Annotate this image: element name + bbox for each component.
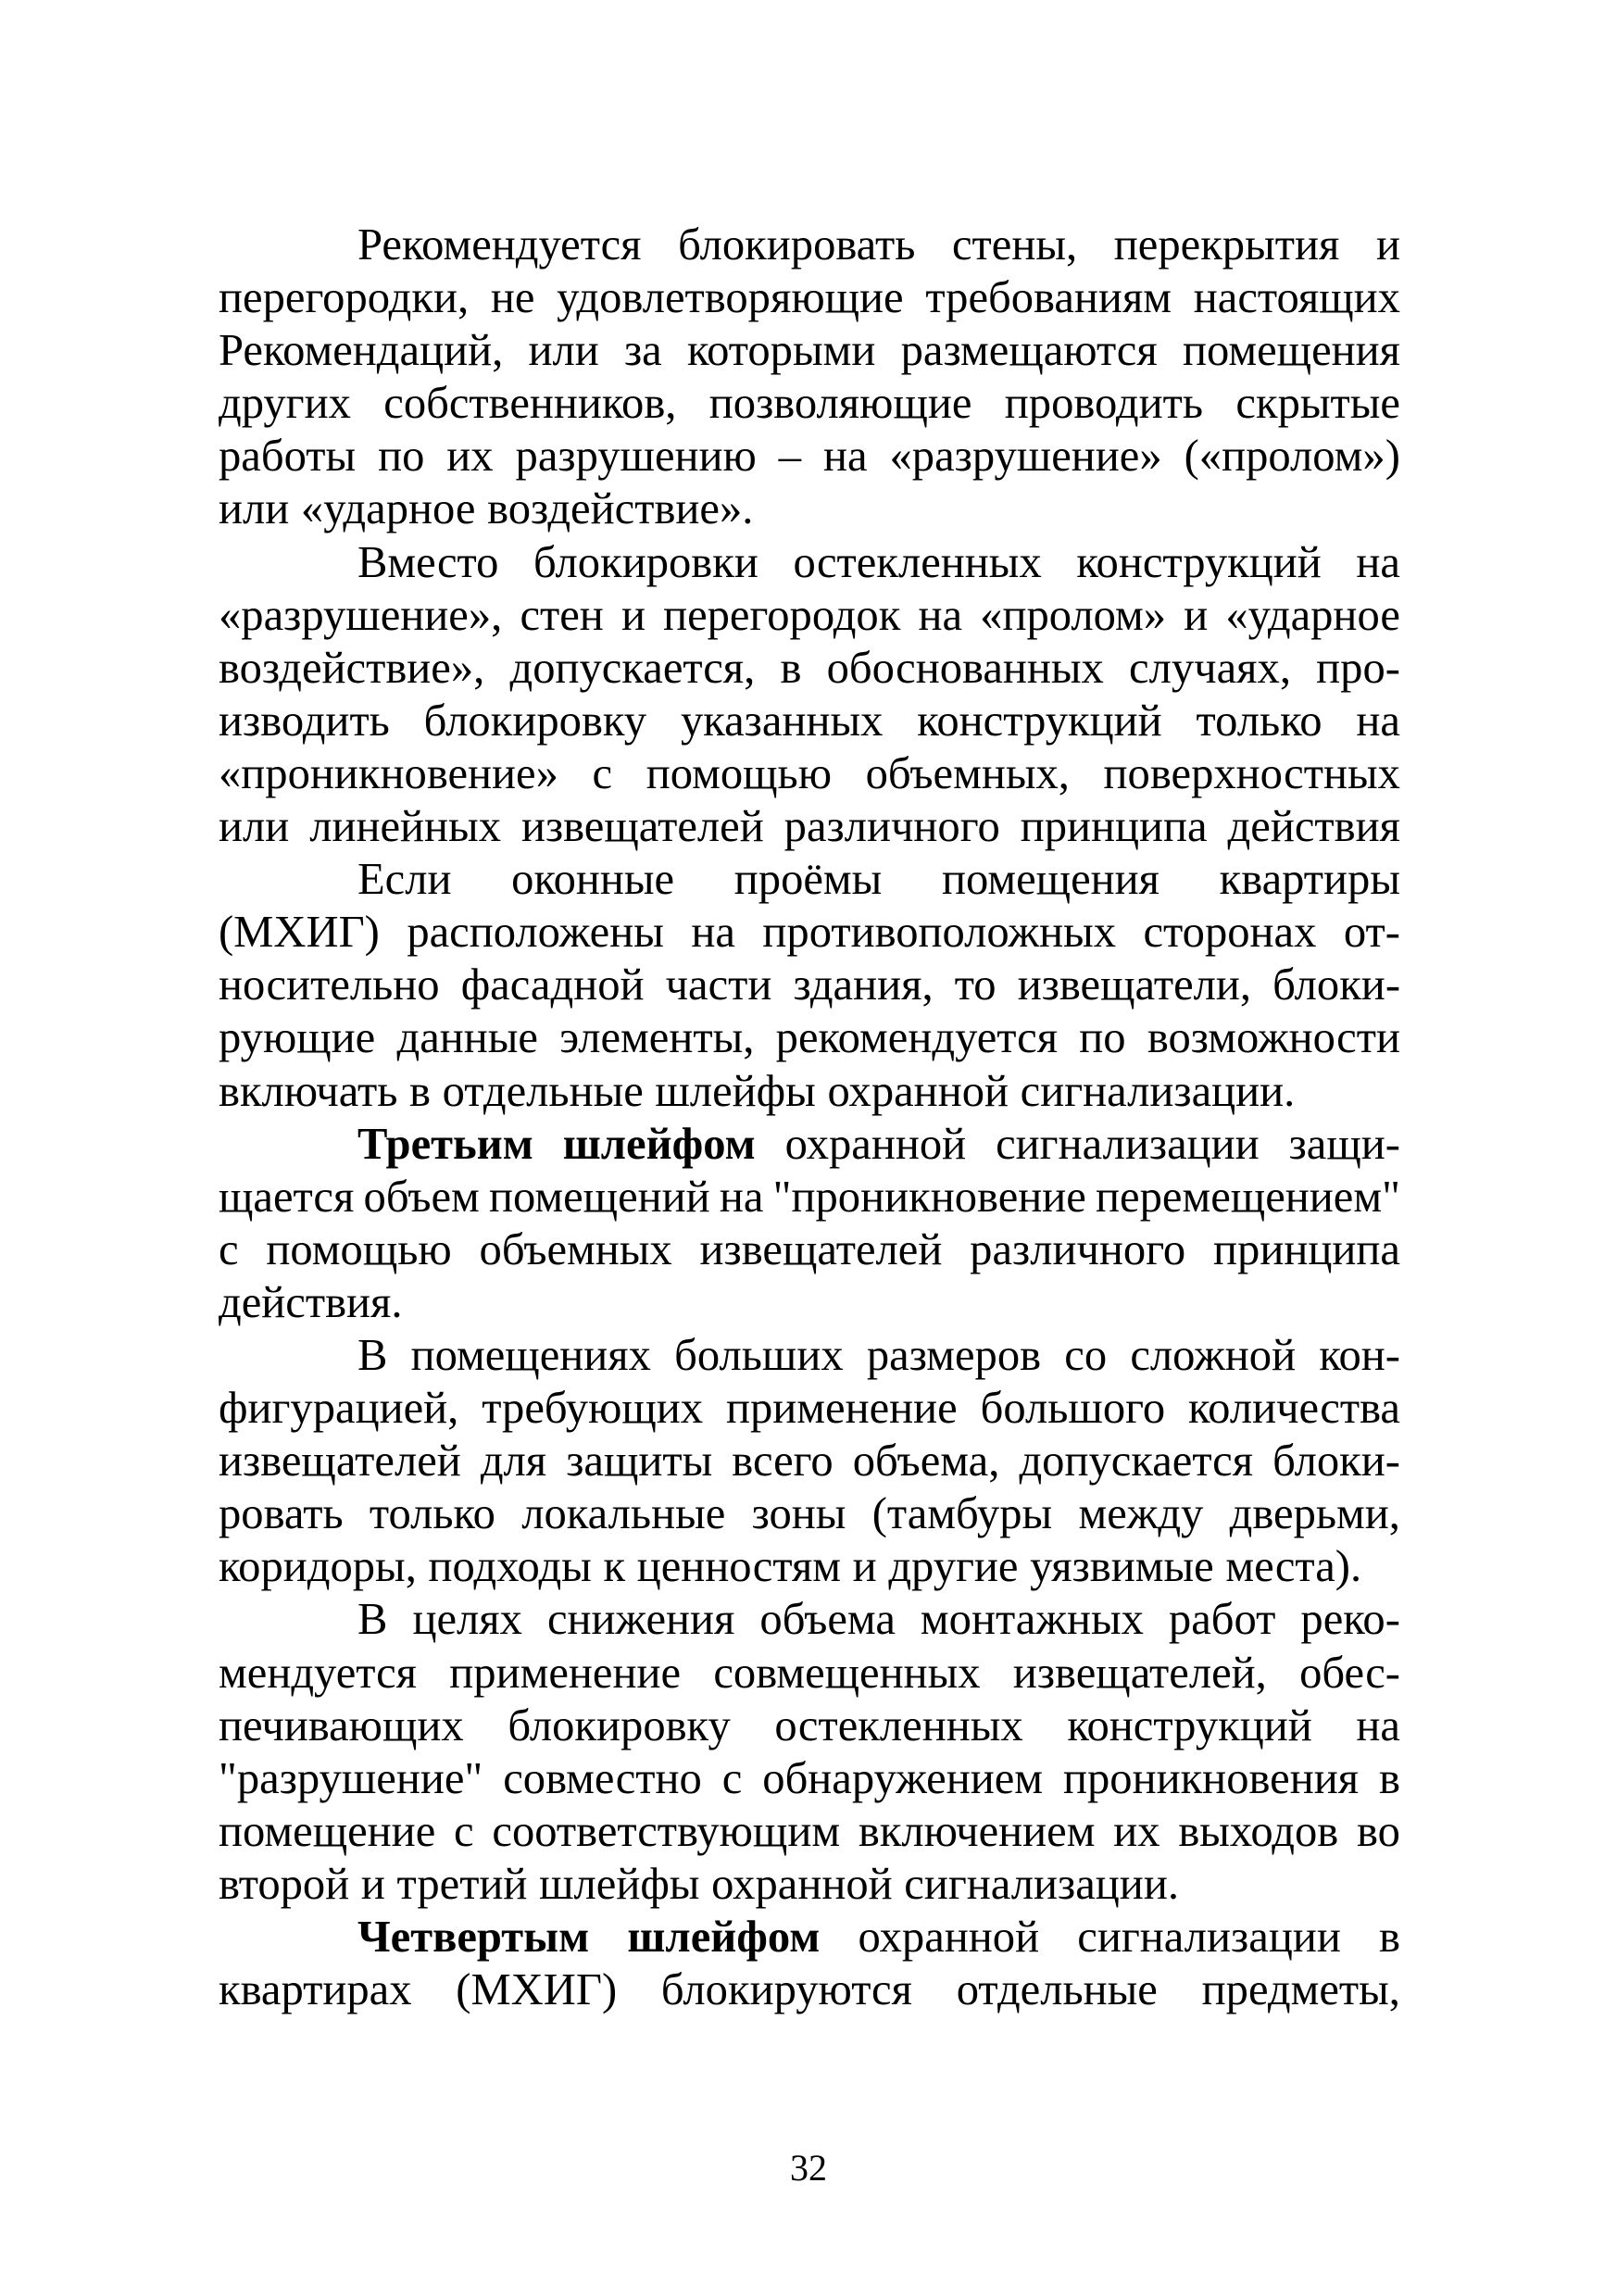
word: объема — [759, 1594, 896, 1645]
word: объемных — [479, 1223, 672, 1274]
paragraph — [219, 1329, 1400, 1593]
word: совмещенных — [713, 1647, 981, 1698]
word: (МХИГ) — [456, 1964, 618, 2015]
word: (тамбуры — [871, 1488, 1053, 1539]
word: к — [603, 1541, 626, 1592]
word: защи- — [1288, 1118, 1400, 1169]
word: для — [480, 1436, 547, 1487]
word: с — [219, 1223, 239, 1274]
word: отдельные — [442, 1065, 644, 1116]
word: реко- — [1300, 1594, 1400, 1645]
word: изводить — [219, 695, 390, 746]
word: большого — [980, 1383, 1166, 1434]
word: мендуется — [219, 1647, 418, 1698]
word: извещателей — [219, 1436, 461, 1487]
word: размещаются — [900, 325, 1158, 376]
word: извещателей — [699, 1223, 943, 1274]
word: – — [778, 431, 802, 482]
word: охранной — [858, 1912, 1040, 1962]
word: охранной — [827, 1065, 1009, 1116]
word: остекленных — [774, 1700, 1023, 1750]
word: блоки- — [1272, 1436, 1400, 1487]
text-line — [219, 1276, 1400, 1329]
text-line — [219, 1435, 1400, 1487]
word: конструкций — [917, 695, 1162, 746]
word: то — [954, 960, 997, 1010]
word: охранной — [784, 1118, 967, 1169]
word: воздействие», — [219, 642, 485, 693]
word: или — [219, 483, 290, 534]
text-line — [219, 1065, 1400, 1118]
word: на — [1356, 536, 1400, 587]
word: и — [852, 1541, 877, 1592]
word: не — [490, 272, 535, 323]
word: помещение — [219, 1805, 436, 1856]
text-line — [219, 1223, 1400, 1276]
word: работ — [1168, 1594, 1276, 1645]
text-line — [219, 1911, 1400, 1964]
word: извещателей — [520, 801, 764, 852]
word: на — [823, 431, 868, 482]
word: позволяющие — [708, 378, 972, 429]
word: в — [409, 1065, 431, 1116]
word: «ударное — [300, 483, 476, 534]
word: применение — [449, 1647, 682, 1698]
word: принципа — [1020, 801, 1208, 852]
word: конструкций — [1076, 536, 1322, 587]
word: собственников, — [383, 378, 677, 429]
word: работы — [219, 431, 357, 482]
word: (МХИГ) — [219, 907, 380, 958]
word: носительно — [219, 960, 440, 1010]
text-line — [219, 483, 1400, 535]
text-line — [219, 324, 1400, 377]
word: на — [918, 589, 963, 640]
word: их — [446, 431, 494, 482]
word: снижения — [546, 1594, 735, 1645]
word: со — [1064, 1329, 1108, 1380]
word: и — [360, 1858, 385, 1909]
word: которыми — [686, 325, 876, 376]
word: «разрушение» — [889, 431, 1162, 482]
word: с — [721, 1752, 743, 1803]
word: включением — [858, 1805, 1096, 1856]
word: стены, — [951, 220, 1078, 270]
word: коридоры, — [219, 1541, 417, 1592]
text-line — [219, 1382, 1400, 1435]
text-line — [219, 1118, 1400, 1171]
word: перекрытия — [1113, 220, 1340, 270]
word: на — [1356, 1700, 1400, 1750]
word: между — [1078, 1488, 1204, 1539]
word: защиты — [566, 1436, 713, 1487]
word: блокировки — [533, 536, 758, 587]
word: помощью — [646, 747, 832, 798]
word: и — [620, 589, 646, 640]
word: на — [691, 907, 735, 958]
word: их — [1113, 1805, 1160, 1856]
bold-lead-word: Четвертым — [357, 1912, 590, 1962]
word: с — [454, 1805, 474, 1856]
word: «проникновение» — [219, 747, 558, 798]
word: ровать — [219, 1488, 344, 1539]
word: выходов — [1178, 1805, 1339, 1856]
word: сигнализации. — [904, 1858, 1179, 1909]
bold-lead-word: Третьим — [357, 1118, 533, 1169]
word: другие — [888, 1541, 1019, 1592]
word: возможности — [1147, 1012, 1400, 1063]
word: с — [592, 747, 613, 798]
word: В — [357, 1594, 388, 1645]
word: дверьми, — [1229, 1488, 1400, 1539]
word: щается — [219, 1171, 355, 1222]
word: блоки- — [1272, 960, 1400, 1010]
word: размеров — [866, 1329, 1042, 1380]
word: печивающих — [219, 1700, 464, 1750]
word: локальные — [521, 1488, 726, 1539]
word: помещения — [1182, 325, 1400, 376]
word: и — [1375, 220, 1400, 270]
paragraph — [219, 853, 1400, 1117]
word: воздействие». — [487, 483, 754, 534]
word: обес- — [1299, 1647, 1400, 1698]
page-number: 32 — [790, 2147, 827, 2189]
word: «ударное — [1225, 589, 1400, 640]
word: отдельные — [956, 1964, 1158, 2015]
word: блокировку — [423, 695, 647, 746]
word: помощью — [266, 1223, 452, 1274]
word: только — [369, 1488, 495, 1539]
text-line — [219, 642, 1400, 695]
word: допускается — [1019, 1436, 1254, 1487]
word: случаях, — [1129, 642, 1291, 693]
word: и — [1184, 589, 1209, 640]
word: противоположных — [762, 907, 1117, 958]
text-line — [219, 800, 1400, 853]
word: поверхностных — [1103, 747, 1400, 798]
text-line — [219, 906, 1400, 959]
word: про- — [1316, 642, 1400, 693]
text-line — [219, 377, 1400, 430]
word: Вместо — [357, 536, 499, 587]
paragraph — [219, 1593, 1400, 1911]
word: рующие — [219, 1012, 376, 1063]
word: В — [357, 1329, 388, 1380]
text-line — [219, 1487, 1400, 1540]
bold-lead-word: шлейфом — [627, 1912, 821, 1962]
word: или — [219, 801, 290, 852]
text-line — [219, 536, 1400, 589]
word: перегородок — [663, 589, 901, 640]
word: больших — [674, 1329, 844, 1380]
word: помещения — [941, 854, 1160, 905]
word: объема, — [852, 1436, 1000, 1487]
word: "проникновение — [772, 1171, 1086, 1222]
word: расположены — [407, 907, 664, 958]
text-line — [219, 589, 1400, 642]
word: в — [780, 642, 802, 693]
word: «пролом» — [980, 589, 1167, 640]
word: шлейфы — [539, 1858, 700, 1909]
word: блокировку — [508, 1700, 731, 1750]
text-line — [219, 1964, 1400, 2016]
word: фасадной — [460, 960, 645, 1010]
word: сигнализации — [996, 1118, 1260, 1169]
word: допускается, — [509, 642, 756, 693]
text-line — [219, 1858, 1400, 1911]
word: обнаружением — [762, 1752, 1044, 1803]
word: сигнализации. — [1020, 1065, 1296, 1116]
text-line — [219, 1593, 1400, 1646]
word: во — [1357, 1805, 1400, 1856]
text-line — [219, 1171, 1400, 1223]
word: зоны — [751, 1488, 846, 1539]
word: требованиям — [925, 272, 1172, 323]
word: третий — [396, 1858, 528, 1909]
word: от- — [1343, 907, 1400, 958]
word: блокируются — [660, 1964, 912, 2015]
word: на — [719, 1171, 764, 1222]
word: извещателей, — [1012, 1647, 1267, 1698]
word: включать — [219, 1065, 398, 1116]
word: монтажных — [920, 1594, 1144, 1645]
word: фигурацией, — [219, 1383, 459, 1434]
word: удовлетворяющие — [557, 272, 904, 323]
word: по — [1079, 1012, 1126, 1063]
word: перегородки, — [219, 272, 470, 323]
word: сторонах — [1143, 907, 1317, 958]
word: проводить — [1004, 378, 1204, 429]
word: помещений — [488, 1171, 710, 1222]
word: линейных — [309, 801, 501, 852]
word: («пролом») — [1184, 431, 1400, 482]
word: применение — [725, 1383, 958, 1434]
word: помещениях — [410, 1329, 651, 1380]
word: соответствующим — [492, 1805, 841, 1856]
word: совместно — [503, 1752, 702, 1803]
word: или — [528, 325, 599, 376]
word: сигнализации — [1077, 1912, 1341, 1962]
text-line — [219, 695, 1400, 747]
word: элементы, — [559, 1012, 755, 1063]
word: Рекомендаций, — [219, 325, 504, 376]
paragraph — [219, 1911, 1400, 2016]
body-text — [219, 219, 1400, 2016]
paragraph — [219, 219, 1400, 536]
word: всего — [732, 1436, 834, 1487]
word: шлейфы — [655, 1065, 816, 1116]
word: части — [665, 960, 772, 1010]
word: различного — [970, 1223, 1186, 1274]
word: различного — [783, 801, 1000, 852]
word: настоящих — [1193, 272, 1400, 323]
word: охранной — [711, 1858, 893, 1909]
word: требующих — [482, 1383, 704, 1434]
word: скрытые — [1235, 378, 1400, 429]
word: Если — [357, 854, 452, 905]
word: сложной — [1130, 1329, 1297, 1380]
text-line — [219, 853, 1400, 906]
text-line — [219, 1805, 1400, 1858]
word: рекомендуется — [775, 1012, 1059, 1063]
word: квартиры — [1219, 854, 1400, 905]
word: целях — [412, 1594, 522, 1645]
word: объем — [363, 1171, 480, 1222]
text-line — [219, 959, 1400, 1011]
word: «разрушение», — [219, 589, 503, 640]
text-line — [219, 1540, 1400, 1593]
paragraph — [219, 536, 1400, 854]
word: проёмы — [733, 854, 883, 905]
word: места). — [1225, 1541, 1362, 1592]
word: перемещением" — [1096, 1171, 1400, 1222]
word: объемных, — [865, 747, 1070, 798]
word: в — [1379, 1912, 1400, 1962]
text-line — [219, 1647, 1400, 1700]
text-line — [219, 1700, 1400, 1752]
word: извещатели, — [1017, 960, 1252, 1010]
text-line — [219, 430, 1400, 483]
text-line — [219, 1752, 1400, 1805]
word: подходы — [428, 1541, 592, 1592]
word: оконные — [511, 854, 675, 905]
word: в — [1379, 1752, 1400, 1803]
text-line — [219, 219, 1400, 271]
word: блокировать — [678, 220, 916, 270]
text-line — [219, 747, 1400, 800]
word: конструкций — [1067, 1700, 1312, 1750]
word: действия — [1227, 801, 1400, 852]
word: здания, — [793, 960, 934, 1010]
word: принципа — [1213, 1223, 1400, 1274]
word: данные — [396, 1012, 539, 1063]
paragraph — [219, 1118, 1400, 1329]
word: кон- — [1319, 1329, 1400, 1380]
word: за — [623, 325, 662, 376]
word: других — [219, 378, 351, 429]
text-line — [219, 271, 1400, 324]
word: уязвимые — [1030, 1541, 1214, 1592]
word: ценностям — [636, 1541, 842, 1592]
word: указанных — [680, 695, 884, 746]
word: предметы, — [1201, 1964, 1400, 2015]
word: действия. — [219, 1276, 403, 1327]
word: стен — [520, 589, 604, 640]
word: по — [378, 431, 425, 482]
word: квартирах — [219, 1964, 412, 2015]
bold-lead-word: шлейфом — [562, 1118, 756, 1169]
word: "разрушение" — [219, 1752, 483, 1803]
word: количества — [1188, 1383, 1400, 1434]
text-line — [219, 1329, 1400, 1382]
word: Рекомендуется — [357, 220, 642, 270]
word: второй — [219, 1858, 350, 1909]
word: только — [1196, 695, 1322, 746]
word: разрушению — [515, 431, 757, 482]
word: обоснованных — [826, 642, 1104, 693]
text-line — [219, 1011, 1400, 1064]
word: остекленных — [793, 536, 1042, 587]
word: проникновения — [1062, 1752, 1360, 1803]
word: на — [1356, 695, 1400, 746]
